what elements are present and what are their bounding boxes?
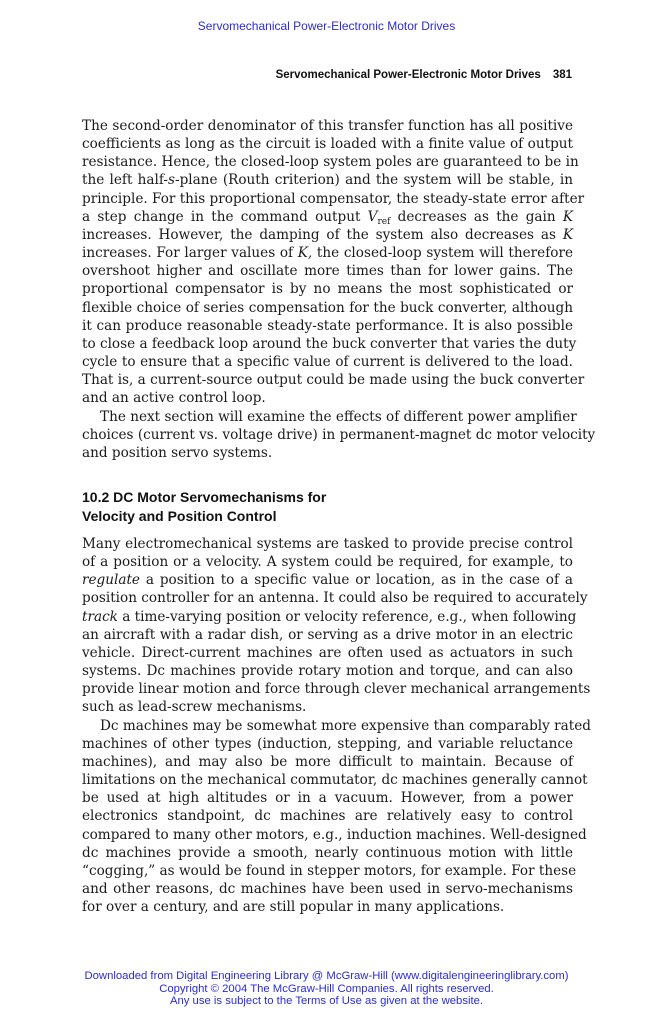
text-line: cycle to ensure that a specific value of current is delivered to the load.	[82, 354, 573, 371]
footer-terms-link[interactable]: Any use is subject to the Terms of Use as given at the website.	[169, 995, 484, 1008]
text-line: increases. However, the damping of the system also decreases as K	[82, 226, 573, 243]
text-line: resistance. Hence, the closed-loop system poles are guaranteed to be in	[82, 154, 579, 171]
text-line: electronics standpoint, dc machines are relatively easy to control	[82, 808, 573, 825]
section-heading-line: 10.2 DC Motor Servomechanisms for	[82, 489, 327, 505]
text-line: be used at high altitudes or in a vacuum. However, from a power	[82, 790, 573, 807]
text-line: position controller for an antenna. It could also be required to accurately	[82, 590, 588, 607]
footer-notice	[0, 970, 653, 1008]
section-heading	[82, 488, 326, 526]
text-line: track a time-varying position or velocity reference, e.g., when following	[82, 608, 577, 625]
running-head	[276, 69, 572, 81]
text-line: The next section will examine the effects of different power amplifier	[100, 408, 577, 425]
page-number: 381	[552, 69, 572, 81]
text-line: Dc machines may be somewhat more expensive than comparably rated	[100, 717, 591, 734]
text-line: coefficients as long as the circuit is loaded with a finite value of output	[82, 136, 573, 153]
text-line: and an active control loop.	[82, 390, 266, 407]
text-line: increases. For larger values of K, the closed-loop system will therefore	[82, 245, 573, 262]
footer-download-link[interactable]: Downloaded from Digital Engineering Library @ McGraw-Hill (www.digitalengineeringlibrary.com)	[84, 970, 569, 982]
text-line: such as lead-screw mechanisms.	[82, 699, 307, 716]
text-line: machines of other types (induction, stepping, and variable reluctance	[82, 735, 573, 752]
text-line: overshoot higher and oscillate more times than for lower gains. The	[82, 263, 573, 280]
text-block-lower	[82, 535, 591, 916]
text-line: for over a century, and are still popular in many applications.	[82, 899, 505, 916]
text-line: to close a feedback loop around the buck converter that varies the duty	[82, 335, 577, 352]
paragraph-next-section	[82, 408, 596, 462]
text-line: vehicle. Direct-current machines are often used as actuators in such	[82, 644, 573, 661]
text-line: principle. For this proportional compensator, the steady-state error after	[82, 190, 585, 207]
text-line: choices (current vs. voltage drive) in permanent-magnet dc motor velocity	[82, 426, 596, 443]
text-line: an aircraft with a radar dish, or serving as a drive motor in an electric	[82, 626, 573, 643]
running-head-title: Servomechanical Power-Electronic Motor Drives	[275, 69, 541, 81]
paragraph-transfer-function	[82, 117, 585, 408]
text-line: “cogging,” as would be found in stepper motors, for example. For these	[82, 862, 577, 879]
text-line: and other reasons, dc machines have been used in servo-mechanisms	[82, 880, 573, 897]
paragraph-electromechanical-systems	[82, 535, 591, 717]
text-line: and position servo systems.	[82, 444, 273, 461]
paragraph-dc-machines	[82, 717, 591, 917]
text-line: systems. Dc machines provide rotary motion and torque, and can also	[82, 663, 573, 680]
text-line: of a position or a velocity. A system could be required, for example, to	[82, 554, 573, 571]
text-line: regulate a position to a specific value or location, as in the case of a	[82, 572, 573, 589]
text-line: limitations on the mechanical commutator, dc machines generally cannot	[82, 772, 588, 789]
text-line: That is, a current-source output could be made using the buck converter	[82, 372, 585, 389]
text-line: compared to many other motors, e.g., induction machines. Well-designed	[82, 826, 587, 843]
text-line: it can produce reasonable steady-state performance. It is also possible	[82, 317, 573, 334]
section-heading-line: Velocity and Position Control	[82, 508, 277, 524]
text-line: proportional compensator is by no means the most sophisticated or	[82, 281, 573, 298]
text-line: The second-order denominator of this transfer function has all positive	[82, 118, 573, 134]
text-line: machines), and may also be more difficult to maintain. Because of	[82, 753, 573, 770]
text-line: provide linear motion and force through clever mechanical arrangements	[82, 681, 591, 698]
text-line: dc machines provide a smooth, nearly continuous motion with little	[82, 844, 573, 861]
top-banner-title: Servomechanical Power-Electronic Motor Drives	[197, 19, 456, 33]
text-line: the left half-s-plane (Routh criterion) and the system will be stable, in	[82, 172, 574, 189]
text-line: Many electromechanical systems are tasked to provide precise control	[82, 536, 573, 552]
footer-copyright: Copyright © 2004 The McGraw-Hill Companies. All rights reserved.	[159, 982, 494, 995]
text-block-upper	[82, 117, 596, 462]
text-line: a step change in the command output $V_{ref}$ decreases as the gain K	[82, 208, 573, 227]
text-line: flexible choice of series compensation for the buck converter, although	[82, 299, 573, 316]
